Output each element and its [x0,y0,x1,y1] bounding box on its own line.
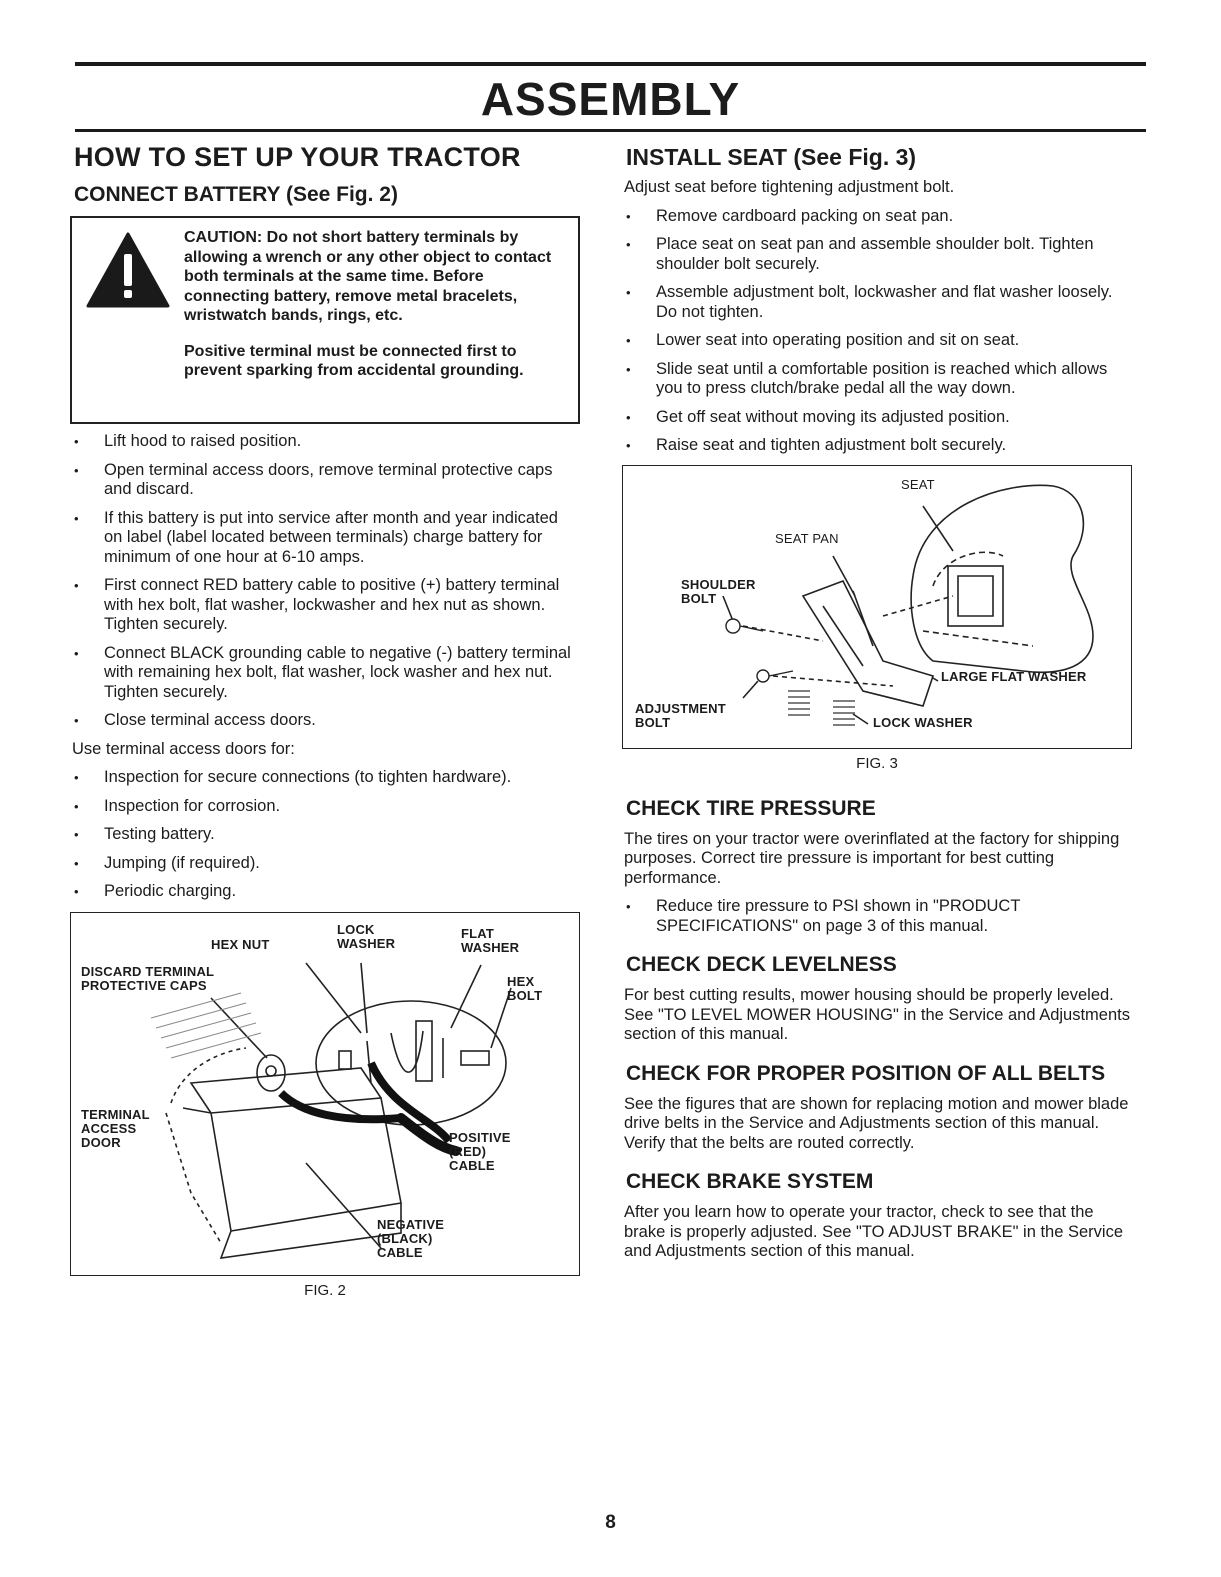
top-rule [75,62,1146,66]
negative-cable-label: NEGATIVE (BLACK) CABLE [377,1216,445,1260]
connect-battery-heading: CONNECT BATTERY (See Fig. 2) [74,183,398,206]
belts-text: See the figures that are shown for replacing motion and mower blade drive belts in the Service and Adjustments section of this manual. Verify that the belts are routed correctly. [624,1094,1129,1152]
list-item: • First connect RED battery cable to positive (+) battery terminal with hex bolt, flat washer, lockwasher and hex nut as shown. Tighten securely. [70,576,580,635]
figure-3-seat [622,465,1132,749]
list-item: • Inspection for corrosion. [70,797,580,817]
use-doors-intro: Use terminal access doors for: [72,739,295,758]
lock-washer-label: LOCK WASHER [873,714,973,730]
list-item: • Lift hood to raised position. [70,432,580,452]
seat-steps-list [622,207,1132,456]
right-column [622,140,1132,1271]
brake-text: After you learn how to operate your tractor, check to see that the brake is properly adjusted. See "TO ADJUST BRAKE" in the Service and Adjustments section of this manual. [624,1203,1123,1260]
adjustment-bolt-label: ADJUSTMENT BOLT [635,700,726,730]
list-item: • Reduce tire pressure to PSI shown in "PRODUCT SPECIFICATIONS" on page 3 of this manual. [622,897,1132,936]
list-item: • Place seat on seat pan and assemble shoulder bolt. Tighten shoulder bolt securely. [622,235,1132,274]
tire-pressure-text: The tires on your tractor were overinflated at the factory for shipping purposes. Correct tire pressure is important for best cutting performance. [624,829,1120,887]
terminal-door-label: TERMINAL ACCESS DOOR [81,1106,150,1150]
page-title: ASSEMBLY [480,73,741,125]
caution-box [70,216,580,424]
left-column [70,140,580,1299]
shoulder-bolt-label: SHOULDER BOLT [681,576,756,606]
hex-bolt-label: HEX BOLT [507,973,543,1003]
list-item: • Connect BLACK grounding cable to negative (-) battery terminal with remaining hex bolt, flat washer, lock washer and hex nut. Tighten securely. [70,644,580,703]
list-item: • Close terminal access doors. [70,711,580,731]
figure-3-caption: FIG. 3 [856,754,898,772]
page-number: 8 [605,1512,616,1533]
list-item: • Slide seat until a comfortable position is reached which allows you to press clutch/brake pedal all the way down. [622,360,1132,399]
list-item: • Remove cardboard packing on seat pan. [622,207,1132,227]
seat-label: SEAT [901,476,935,492]
positive-cable-label: POSITIVE (RED) CABLE [449,1129,511,1173]
belts-heading: CHECK FOR PROPER POSITION OF ALL BELTS [626,1061,1106,1085]
positive-terminal-warning: Positive terminal must be connected first to prevent sparking from accidental grounding. [184,342,524,379]
list-item: • Open terminal access doors, remove terminal protective caps and discard. [70,461,580,500]
list-item: • Jumping (if required). [70,854,580,874]
figure-2-caption: FIG. 2 [304,1281,346,1299]
list-item: • Lower seat into operating position and sit on seat. [622,331,1132,351]
tire-pressure-heading: CHECK TIRE PRESSURE [626,796,876,820]
title-rule [75,129,1146,132]
list-item: • Testing battery. [70,825,580,845]
figure-2-battery [70,912,580,1276]
install-seat-heading: INSTALL SEAT (See Fig. 3) [626,144,917,170]
battery-steps-list [70,432,580,731]
lock-washer-label: LOCK WASHER [337,921,396,951]
tire-steps-list [622,897,1132,936]
flat-washer-label: FLAT WASHER [461,925,520,955]
brake-heading: CHECK BRAKE SYSTEM [626,1170,874,1193]
list-item: • Raise seat and tighten adjustment bolt securely. [622,436,1132,456]
deck-levelness-heading: CHECK DECK LEVELNESS [626,953,897,976]
list-item: • Periodic charging. [70,882,580,902]
list-item: • Get off seat without moving its adjusted position. [622,408,1132,428]
list-item: • Inspection for secure connections (to tighten hardware). [70,768,580,788]
hex-nut-label: HEX NUT [211,936,270,952]
seat-intro: Adjust seat before tightening adjustment bolt. [624,178,955,196]
list-item: • If this battery is put into service after month and year indicated on label (label located between terminals) charge battery for minimum of one hour at 6-10 amps. [70,509,580,568]
discard-caps-label: DISCARD TERMINAL PROTECTIVE CAPS [81,963,215,993]
list-item: • Assemble adjustment bolt, lockwasher and flat washer loosely. Do not tighten. [622,283,1132,322]
caution-text: CAUTION: Do not short battery terminals by allowing a wrench or any other object to contact both terminals at the same time. Before connecting battery, remove metal bracelets, wristwatch bands, rings, etc. [184,229,552,324]
setup-heading: HOW TO SET UP YOUR TRACTOR [74,142,521,172]
warning-icon [86,232,170,308]
seat-pan-label: SEAT PAN [775,530,839,546]
door-uses-list [70,768,580,902]
deck-levelness-text: For best cutting results, mower housing should be properly leveled. See "TO LEVEL MOWER HOUSING" in the Service and Adjustments section of this manual. [624,986,1130,1043]
large-flat-washer-label: LARGE FLAT WASHER [941,668,1087,684]
